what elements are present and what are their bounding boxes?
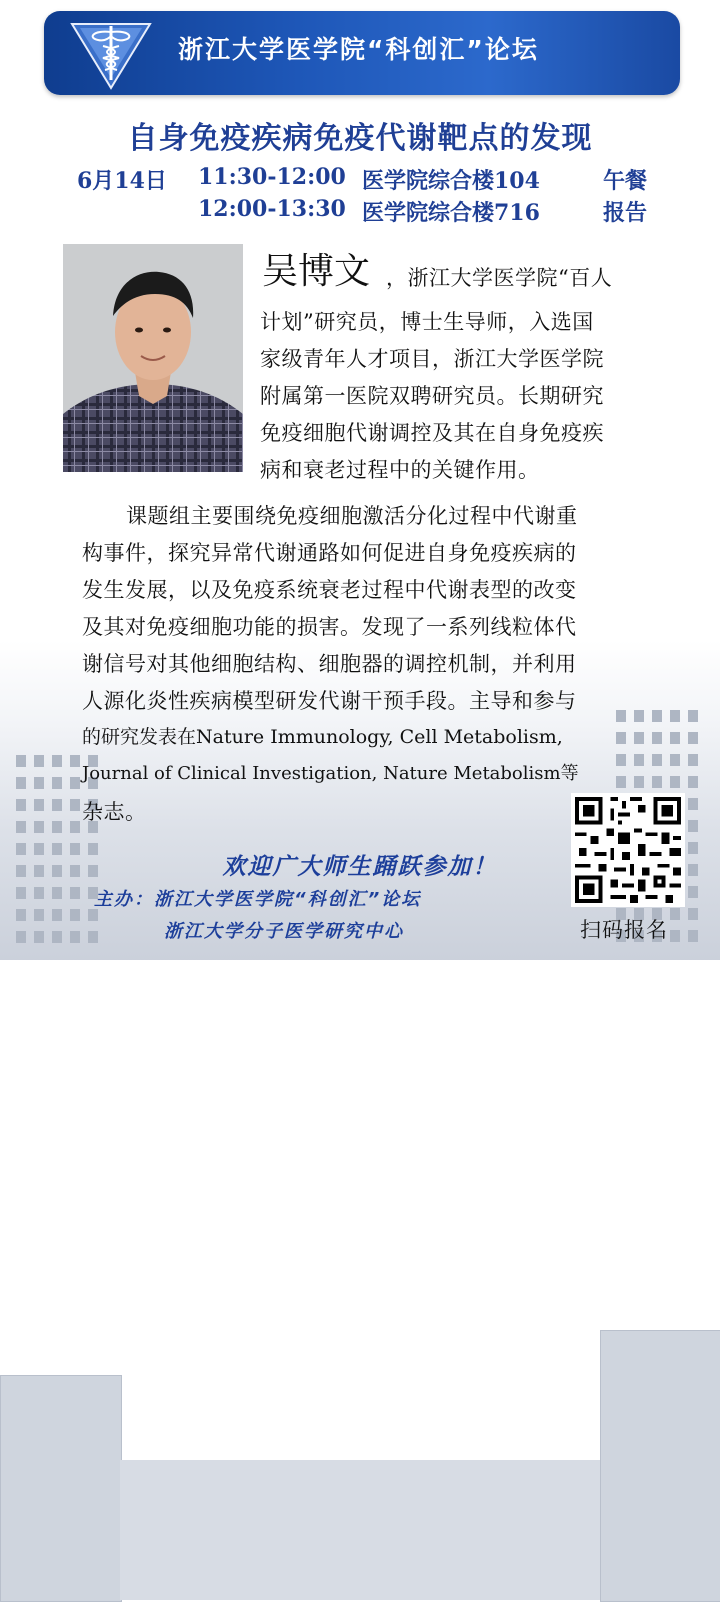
building-window bbox=[34, 931, 44, 943]
building-window bbox=[88, 931, 98, 943]
schedule-event-1: 午餐 bbox=[603, 168, 648, 194]
building-window bbox=[16, 799, 26, 811]
building-window bbox=[34, 887, 44, 899]
bio-line: 病和衰老过程中的关键作用。 bbox=[260, 458, 540, 482]
building-left bbox=[0, 1375, 122, 1602]
building-window bbox=[34, 755, 44, 767]
bio-line: 家级青年人才项目，浙江大学医学院 bbox=[260, 347, 604, 371]
research-line: 发生发展，以及免疫系统衰老过程中代谢表型的改变 bbox=[82, 578, 577, 602]
building-window bbox=[652, 754, 662, 766]
building-window bbox=[688, 886, 698, 898]
schedule-time-2: 12:00-13:30 bbox=[198, 196, 346, 222]
building-window bbox=[616, 732, 626, 744]
building-window bbox=[670, 754, 680, 766]
building-window bbox=[52, 799, 62, 811]
host-line-1: 主办：浙江大学医学院“科创汇”论坛 bbox=[94, 889, 422, 910]
building-window bbox=[70, 821, 80, 833]
qr-label: 扫码报名 bbox=[580, 918, 668, 942]
building-window bbox=[616, 710, 626, 722]
building-window bbox=[634, 776, 644, 788]
building-window bbox=[34, 821, 44, 833]
schedule-location-2: 医学院综合楼716 bbox=[362, 200, 540, 226]
building-window bbox=[670, 930, 680, 942]
building-window bbox=[52, 887, 62, 899]
building-window bbox=[70, 755, 80, 767]
building-window bbox=[670, 908, 680, 920]
welcome-text: 欢迎广大师生踊跃参加！ bbox=[222, 854, 498, 880]
building-window bbox=[16, 755, 26, 767]
building-window bbox=[70, 799, 80, 811]
building-window bbox=[688, 710, 698, 722]
research-line: 课题组主要围绕免疫细胞激活分化过程中代谢重 bbox=[126, 504, 578, 528]
page-title: 自身免疫疾病免疫代谢靶点的发现 bbox=[127, 121, 593, 156]
building-window bbox=[70, 909, 80, 921]
building-window bbox=[616, 776, 626, 788]
building-window bbox=[688, 754, 698, 766]
building-window bbox=[688, 798, 698, 810]
building-center bbox=[120, 1460, 600, 1600]
research-line: 的研究发表在Nature Immunology, Cell Metabolism, bbox=[82, 726, 563, 748]
building-window bbox=[70, 931, 80, 943]
research-line: Journal of Clinical Investigation, Nature Metabolism等 bbox=[82, 763, 579, 784]
building-window bbox=[52, 777, 62, 789]
building-window bbox=[16, 909, 26, 921]
research-line: 谢信号对其他细胞结构、细胞器的调控机制，并利用 bbox=[82, 652, 577, 676]
building-window bbox=[70, 887, 80, 899]
building-window bbox=[688, 930, 698, 942]
building-window bbox=[616, 754, 626, 766]
building-window bbox=[16, 777, 26, 789]
research-line: 及其对免疫细胞功能的损害。发现了一系列线粒体代 bbox=[82, 615, 577, 639]
research-line: 人源化炎性疾病模型研发代谢干预手段。主导和参与 bbox=[82, 689, 577, 713]
building-window bbox=[652, 732, 662, 744]
building-window bbox=[634, 710, 644, 722]
bio-line: 免疫细胞代谢调控及其在自身免疫疾 bbox=[260, 421, 604, 445]
building-window bbox=[670, 710, 680, 722]
building-window bbox=[34, 777, 44, 789]
schedule-event-2: 报告 bbox=[603, 200, 648, 226]
building-window bbox=[52, 755, 62, 767]
bio-line: ，浙江大学医学院“百人 bbox=[386, 266, 613, 290]
schedule-location-1: 医学院综合楼104 bbox=[362, 168, 540, 194]
schedule-date: 6月14日 bbox=[77, 168, 167, 194]
bio-line: 附属第一医院双聘研究员。长期研究 bbox=[260, 384, 604, 408]
bio-line: 计划”研究员，博士生导师，入选国 bbox=[260, 310, 594, 334]
building-window bbox=[670, 732, 680, 744]
building-window bbox=[70, 777, 80, 789]
building-window bbox=[670, 776, 680, 788]
building-window bbox=[634, 732, 644, 744]
building-window bbox=[34, 909, 44, 921]
research-line: 杂志。 bbox=[82, 800, 147, 824]
building-window bbox=[16, 821, 26, 833]
building-window bbox=[688, 776, 698, 788]
building-window bbox=[52, 821, 62, 833]
building-window bbox=[688, 820, 698, 832]
banner-title: 浙江大学医学院“科创汇”论坛 bbox=[178, 35, 539, 64]
building-window bbox=[52, 909, 62, 921]
building-window bbox=[16, 931, 26, 943]
research-line: 构事件，探究异常代谢通路如何促进自身免疫疾病的 bbox=[82, 541, 577, 565]
building-window bbox=[652, 776, 662, 788]
building-window bbox=[652, 710, 662, 722]
building-window bbox=[688, 732, 698, 744]
speaker-name: 吴博文 bbox=[262, 251, 371, 292]
building-window bbox=[688, 908, 698, 920]
building-window bbox=[16, 887, 26, 899]
building-window bbox=[634, 754, 644, 766]
caduceus-icon bbox=[70, 18, 152, 90]
building-window bbox=[52, 931, 62, 943]
building-window bbox=[34, 799, 44, 811]
schedule-time-1: 11:30-12:00 bbox=[198, 164, 346, 190]
host-line-2: 浙江大学分子医学研究中心 bbox=[164, 921, 404, 942]
speaker-photo bbox=[63, 244, 243, 472]
building-right bbox=[600, 1330, 720, 1602]
